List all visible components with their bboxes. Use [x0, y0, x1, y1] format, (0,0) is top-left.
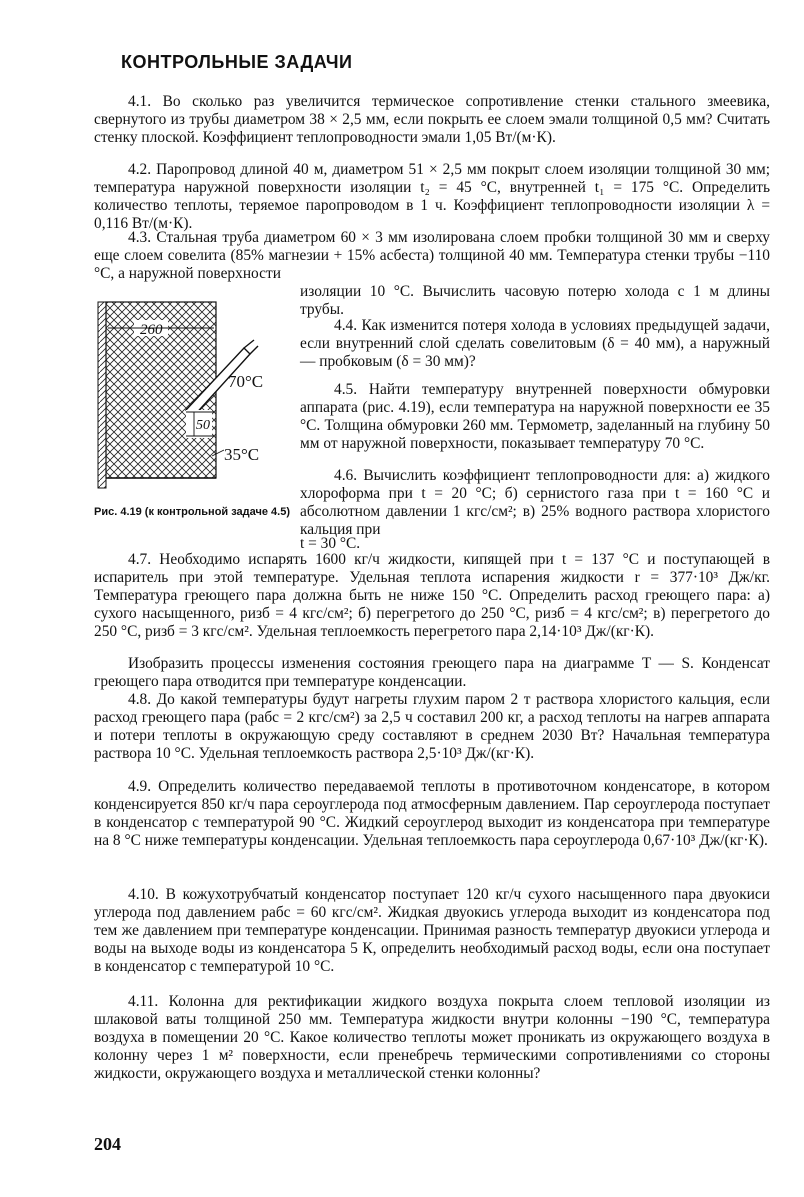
section-heading: КОНТРОЛЬНЫЕ ЗАДАЧИ	[121, 52, 353, 72]
problem-4-8: 4.8. До какой температуры будут нагреты глухим паром 2 т раствора хлористого кальция, если расход греющего пара (pабс = 2 кгс/см²) за 2,5 ч составил 200 кг, а расход теплоты на нагрев аппарата и потери теплоты в окружающую среду составляют в среднем 2030 Вт? Начальная температура раствора 10 °С. Удельная теплоемкость раствора 2,5·10³ Дж/(кг·К).	[94, 691, 770, 762]
problem-4-2: 4.2. Паропровод длиной 40 м, диаметром 51 × 2,5 мм покрыт слоем изоляции толщиной 30 мм; температура наружной поверхности изоляции t₂ = 45 °С, внутренней t₁ = 175 °С. Определить количество теплоты, теряемое паропроводом в 1 ч. Коэффициент теплопроводности изоляции λ = 0,116 Вт/(м·К).	[94, 161, 770, 232]
figure-caption: Рис. 4.19 (к контрольной задаче 4.5)	[94, 506, 291, 518]
temp-70-label: 70°С	[228, 372, 264, 391]
problem-4-9: 4.9. Определить количество передаваемой теплоты в противоточном конденсаторе, в котором конденсируется 850 кг/ч пара сероуглерода под атмосферным давлением. Пар сероуглерода поступает в конденсатор с температурой 90 °С. Жидкий сероуглерод выходит из конденсатора при температуре на 8 °С ниже температуры конденсации. Удельная теплоемкость пара сероуглерода 0,67·10³ Дж/(кг·К).	[94, 778, 770, 849]
problem-4-6: 4.6. Вычислить коэффициент теплопроводности для: а) жидкого хлороформа при t = 20 °С; б) сернистого газа при t = 160 °С и абсолютном давлении 1 кгс/см²; в) 25% водного раствора хлористого кальция при	[300, 467, 770, 538]
problem-4-7: 4.7. Необходимо испарять 1600 кг/ч жидкости, кипящей при t = 137 °С и поступающей в испаритель при этой температуре. Удельная теплота испарения жидкости r = 377·10³ Дж/кг. Температура греющего пара должна быть не ниже 150 °С. Определить расход греющего пара: а) сухого насыщенного, pизб = 4 кгс/см²; б) перегретого до 250 °С, pизб = 4 кгс/см²; в) перегретого до 250 °С, pизб = 3 кгс/см². Удельная теплоемкость перегретого пара 2,14·10³ Дж/(кг·К).	[94, 551, 770, 640]
problem-4-3-cont: изоляции 10 °С. Вычислить часовую потерю холода с 1 м длины трубы.	[300, 283, 770, 318]
problem-4-1: 4.1. Во сколько раз увеличится термическое сопротивление стенки стального змеевика, свернутого из трубы диаметром 38 × 2,5 мм, если покрыть ее слоем эмали толщиной 0,5 мм? Считать стенку плоской. Коэффициент теплопроводности эмали 1,05 Вт/(м·К).	[94, 93, 770, 146]
temp-35-label: 35°С	[224, 445, 260, 464]
problem-4-11: 4.11. Колонна для ректификации жидкого воздуха покрыта слоем тепловой изоляции из шлаковой ваты толщиной 250 мм. Температура жидкости внутри колонны −190 °С, температура воздуха в помещении 20 °С. Какое количество теплоты может проникать из окружающего воздуха в колонну через 1 м² поверхности, если пренебречь термическими сопротивлениями со стороны жидкости, окружающего воздуха и металлической стенки колонны?	[94, 993, 770, 1082]
wall-strip	[98, 302, 106, 488]
page-number: 204	[94, 1134, 121, 1154]
problem-4-7-note: Изобразить процессы изменения состояния греющего пара на диаграмме T — S. Конденсат греющего пара отводится при температуре конденсации.	[94, 655, 770, 690]
problem-4-5: 4.5. Найти температуру внутренней поверхности обмуровки аппарата (рис. 4.19), если температура на наружной поверхности ее 35 °С. Толщина обмуровки 260 мм. Термометр, заделанный на глубину 50 мм от наружной поверхности, показывает температуру 70 °С.	[300, 381, 770, 452]
problem-4-3: 4.3. Стальная труба диаметром 60 × 3 мм изолирована слоем пробки толщиной 30 мм и сверху еще слоем совелита (85% магнезии + 15% асбеста) толщиной 40 мм. Температура стенки трубы −110 °С, а наружной поверхности	[94, 229, 770, 282]
problem-4-10: 4.10. В кожухотрубчатый конденсатор поступает 120 кг/ч сухого насыщенного пара двуокиси углерода под давлением pабс = 60 кгс/см². Жидкая двуокись углерода выходит из конденсатора под тем же давлением при температуре конденсации. Принимая разность температур двуокиси углерода и воды на выходе воды из конденсатора 5 К, определить необходимый расход воды, если она поступает в конденсатор с температурой 10 °С.	[94, 886, 770, 975]
problem-4-6-cont: t = 30 °С.	[300, 535, 361, 552]
problem-4-4: 4.4. Как изменится потеря холода в условиях предыдущей задачи, если внутренний слой сделать совелитовым (δ = 40 мм), а наружный — пробковым (δ = 30 мм)?	[300, 317, 770, 370]
dim-50-label: 50	[196, 418, 210, 433]
figure-4-19	[94, 300, 284, 490]
dim-260-label: 260	[140, 322, 163, 338]
